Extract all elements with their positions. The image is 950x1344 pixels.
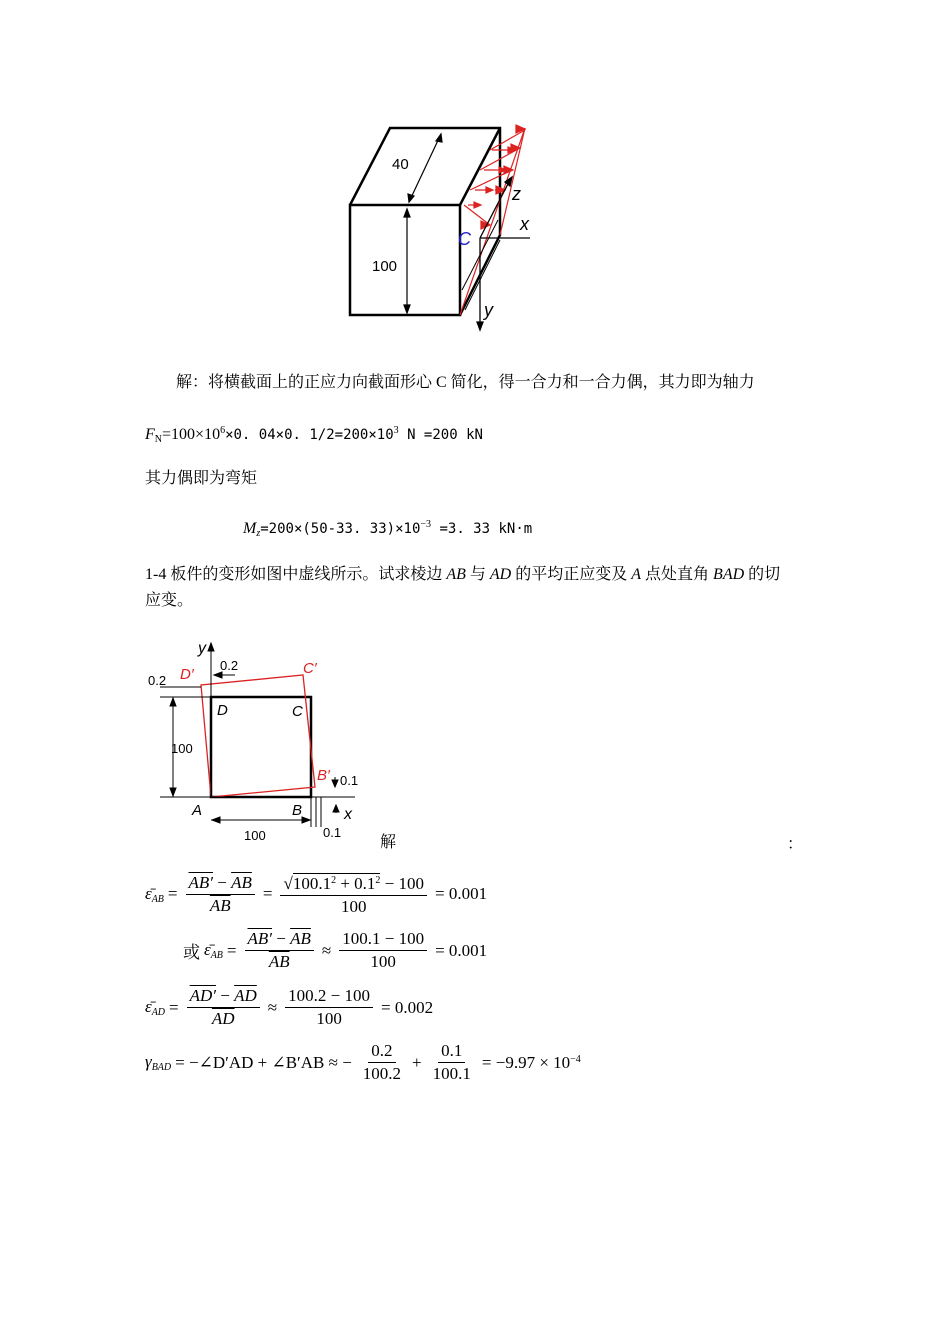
plate-label-c-prime: C′	[303, 660, 317, 677]
plate-label-b: B	[292, 802, 303, 819]
plate-label-d-prime: D′	[180, 666, 194, 683]
dimension-100-arrow	[404, 209, 410, 313]
equation-eps-ad: $\varepsilon̄_{AD}$ = $\frac{AD' - \overline{AD}}{AD}$ ≈ $\frac{100.2 - 100}{100}$ = 0.002	[145, 986, 434, 1028]
stress-distribution	[460, 125, 525, 315]
plate-label-a: A	[192, 802, 203, 819]
figure-deformed-plate	[140, 635, 380, 845]
equation-eps-ab-approx: 或 $\varepsilon̄_{AB}$ = $\frac{AB' - \overline{AB}}{AB}$ ≈ $\frac{100.1 - 100}{100}$ = 0.001	[183, 929, 488, 971]
plate-label-d: D	[217, 702, 228, 719]
solution-intro: 解：将横截面上的正应力向截面形心 C 简化，得一合力和一合力偶，其力即为轴力	[176, 374, 755, 391]
plate-label-y: y	[198, 640, 206, 657]
axis-label-y: y	[484, 300, 493, 320]
plate-dim-100-bottom: 100	[244, 828, 266, 843]
plate-label-x: x	[344, 806, 352, 823]
mz-lhs: M	[243, 520, 257, 537]
plate-dim-01-bottom: 0.1	[323, 825, 342, 840]
plate-dim-100-side: 100	[171, 741, 193, 756]
plate-dim-01-right: 0.1	[340, 773, 359, 788]
dimension-40-arrow	[408, 134, 442, 202]
equation-gamma-bad: $\gamma_{BAD}$ = −∠D′AD + ∠B′AB ≈ − $\frac{0.2}{100.2}$ + $\frac{0.1}{100.1}$ = $-9.97 \times 10^{-4}$	[145, 1041, 581, 1083]
axis-label-z: z	[512, 184, 521, 204]
couple-text: 其力偶即为弯矩	[145, 470, 258, 487]
mz-lhs-sub: z	[256, 528, 261, 539]
figure-prism-stress	[340, 120, 540, 335]
deformed-shape	[201, 675, 315, 797]
plate-label-c: C	[292, 703, 303, 720]
jie-label: 解	[380, 834, 397, 851]
moment-equation	[243, 514, 532, 545]
problem-1-4	[145, 562, 780, 614]
fn-part2: ×0. 04×0. 1/2=200×10	[225, 427, 394, 443]
dimension-40-label: 40	[392, 156, 409, 173]
fn-exp2: 3	[393, 425, 399, 436]
mz-part1: =200×(50-33. 33)×10	[260, 521, 421, 537]
prism-outline	[350, 128, 500, 315]
jie-colon: ：	[787, 836, 804, 853]
axis-label-c: C	[458, 229, 471, 249]
problem-line-1: 1-4 板件的变形如图中虚线所示。试求棱边 AB 与 AD 的平均正应变及 A 点处直角 BAD 的切	[145, 566, 781, 583]
fn-exp1: 6	[220, 425, 226, 436]
plate-label-b-prime: B′	[317, 767, 330, 784]
axial-force-equation	[145, 420, 483, 451]
fn-part3: N =200 kN	[398, 427, 483, 443]
problem-line-2: 应变。	[145, 592, 194, 609]
fn-lhs: F	[145, 426, 155, 443]
plate-dim-02-left: 0.2	[148, 673, 167, 688]
fn-part1: =100×10	[162, 426, 221, 443]
mz-exp1: −3	[420, 519, 432, 530]
dimension-100-label: 100	[372, 258, 398, 275]
equation-eps-ab: $\varepsilon̄_{AB}$ = $\frac{AB' - \overline{AB}}{AB}$ = $\frac{√100.1^2 + 0.1^2 - 100}{100}$ = 0.001	[145, 870, 487, 918]
mz-part2: =3. 33 kN·m	[431, 521, 533, 537]
plate-dim-02-top: 0.2	[220, 658, 239, 673]
axis-label-x: x	[520, 214, 529, 234]
fn-lhs-sub: N	[154, 434, 163, 445]
